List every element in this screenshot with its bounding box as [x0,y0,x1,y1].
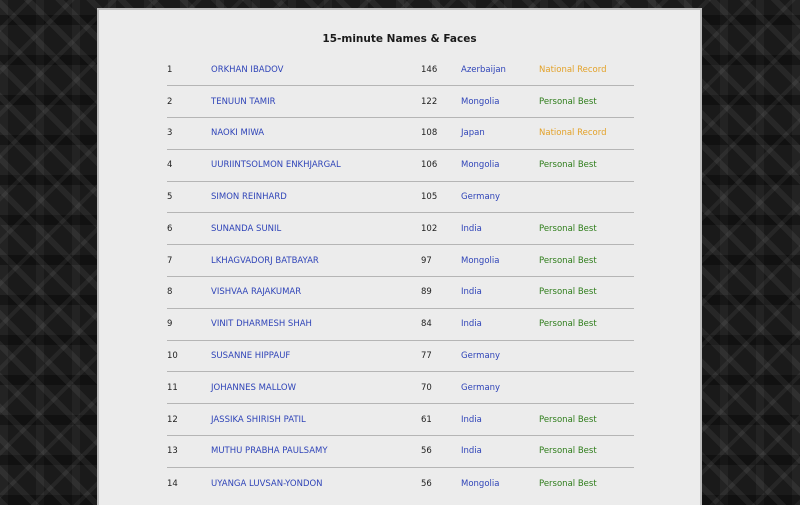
competitor-name-link[interactable]: MUTHU PRABHA PAULSAMY [211,436,421,468]
country-link[interactable]: Azerbaijan [461,64,506,75]
table-row [167,404,634,436]
record-note: Personal Best [539,404,634,436]
rank-cell: 3 [167,118,211,150]
page-title: 15-minute Names & Faces [322,33,477,45]
score-cell: 56 [421,467,461,499]
results-panel [97,8,702,505]
rank-cell: 5 [167,181,211,213]
rank-cell: 13 [167,436,211,468]
rank-cell: 2 [167,86,211,118]
score-cell: 84 [421,308,461,340]
competitor-name-link[interactable]: SIMON REINHARD [211,181,421,213]
rank-cell: 10 [167,340,211,372]
score-cell: 89 [421,277,461,309]
country-link[interactable]: India [461,436,539,468]
country-link[interactable]: Germany [461,181,539,213]
country-link[interactable]: India [461,213,539,245]
score-cell: 108 [421,118,461,150]
rank-cell: 8 [167,277,211,309]
competitor-name-link[interactable]: SUNANDA SUNIL [211,213,421,245]
competitor-name-link[interactable]: TENUUN TAMIR [211,86,421,118]
competitor-name-link[interactable]: SUSANNE HIPPAUF [211,340,421,372]
record-note: Personal Best [539,149,634,181]
score-cell: 56 [421,436,461,468]
table-row [167,308,634,340]
table-row [167,245,634,277]
table-row [167,340,634,372]
score-cell: 77 [421,340,461,372]
results-table-body [167,54,634,499]
country-link[interactable]: Mongolia [461,245,539,277]
competitor-name-link[interactable]: UURIINTSOLMON ENKHJARGAL [211,149,421,181]
record-note: Personal Best [539,86,634,118]
competitor-name-link[interactable]: ORKHAN IBADOV [211,64,284,75]
rank-cell: 4 [167,149,211,181]
table-row [167,181,634,213]
record-note: Personal Best [539,245,634,277]
competitor-name-link[interactable]: LKHAGVADORJ BATBAYAR [211,245,421,277]
rank-cell: 1 [167,64,173,75]
table-row [167,213,634,245]
country-link[interactable]: India [461,404,539,436]
results-table [167,54,634,499]
country-link[interactable]: India [461,277,539,309]
rank-cell: 14 [167,467,211,499]
table-row [167,149,634,181]
score-cell: 97 [421,245,461,277]
score-cell: 105 [421,181,461,213]
record-note: National Record [539,64,607,75]
score-cell: 106 [421,149,461,181]
record-note: Personal Best [539,308,634,340]
table-row [167,118,634,150]
score-cell: 146 [421,64,438,75]
competitor-name-link[interactable]: JOHANNES MALLOW [211,372,421,404]
table-row [167,467,634,499]
competitor-name-link[interactable]: NAOKI MIWA [211,118,421,150]
rank-cell: 7 [167,245,211,277]
country-link[interactable]: Mongolia [461,467,539,499]
competitor-name-link[interactable]: JASSIKA SHIRISH PATIL [211,404,421,436]
competitor-name-link[interactable]: UYANGA LUVSAN-YONDON [211,467,421,499]
rank-cell: 9 [167,308,211,340]
record-note: Personal Best [539,467,634,499]
rank-cell: 11 [167,372,211,404]
record-note [539,181,634,213]
score-cell: 122 [421,86,461,118]
competitor-name-link[interactable]: VISHVAA RAJAKUMAR [211,277,421,309]
country-link[interactable]: Germany [461,372,539,404]
record-note: Personal Best [539,213,634,245]
record-note: Personal Best [539,436,634,468]
country-link[interactable]: Japan [461,118,539,150]
country-link[interactable]: Mongolia [461,149,539,181]
table-row [167,436,634,468]
score-cell: 102 [421,213,461,245]
score-cell: 61 [421,404,461,436]
table-row [167,54,634,86]
country-link[interactable]: Germany [461,340,539,372]
rank-cell: 12 [167,404,211,436]
record-note [539,372,634,404]
record-note [539,340,634,372]
competitor-name-link[interactable]: VINIT DHARMESH SHAH [211,308,421,340]
record-note: National Record [539,118,634,150]
table-row [167,277,634,309]
country-link[interactable]: India [461,308,539,340]
record-note: Personal Best [539,277,634,309]
table-row [167,372,634,404]
rank-cell: 6 [167,213,211,245]
country-link[interactable]: Mongolia [461,86,539,118]
score-cell: 70 [421,372,461,404]
table-row [167,86,634,118]
